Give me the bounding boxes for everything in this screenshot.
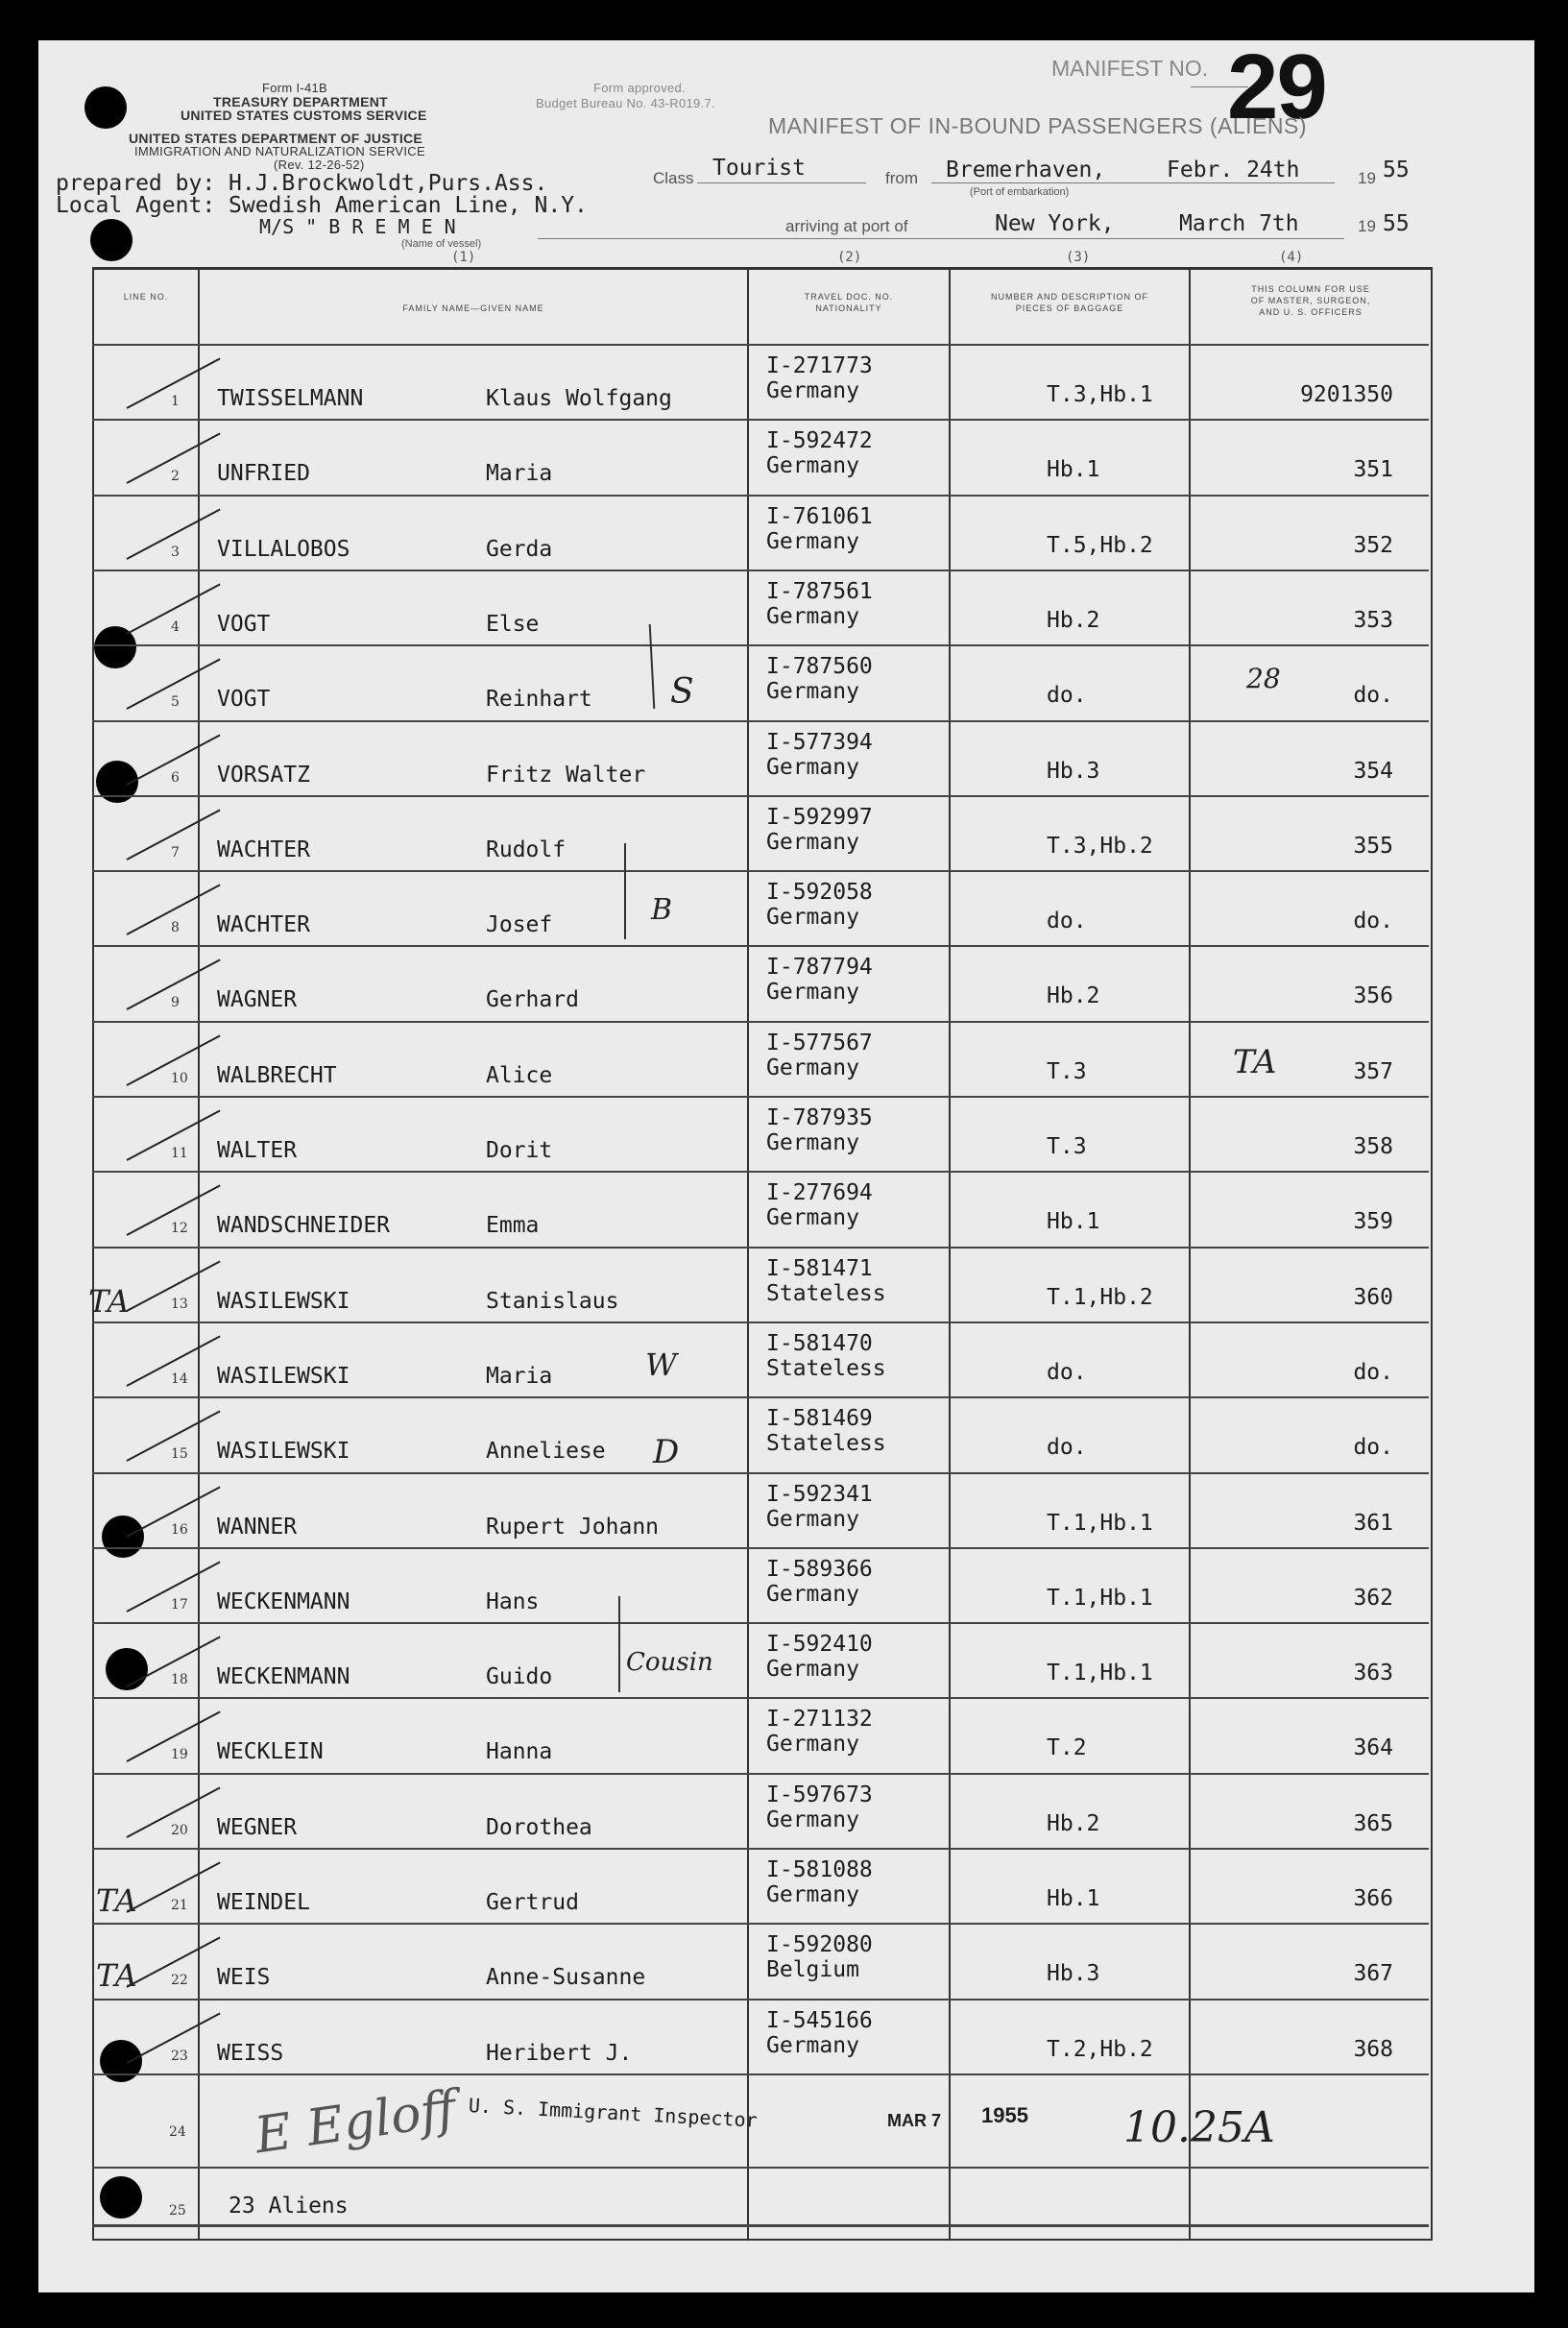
official-number: do. bbox=[1353, 1435, 1393, 1461]
rev-label: (Rev. 12-26-52) bbox=[274, 158, 365, 172]
official-number: 360 bbox=[1353, 1284, 1393, 1310]
from-underline bbox=[931, 182, 1335, 183]
travel-doc-no: I-581470 bbox=[766, 1330, 873, 1356]
given-name: Josef bbox=[486, 912, 553, 938]
travel-doc-no: I-277694 bbox=[766, 1180, 873, 1206]
class-label: Class bbox=[653, 169, 694, 187]
nationality: Stateless bbox=[766, 1355, 886, 1381]
table-row bbox=[0, 2001, 1568, 2076]
official-number: do. bbox=[1353, 909, 1393, 934]
official-number: 355 bbox=[1353, 833, 1393, 859]
line-number: 23 bbox=[171, 2048, 188, 2064]
from-year-prefix: 19 bbox=[1358, 169, 1376, 187]
treasury-dept: TREASURY DEPARTMENT bbox=[213, 94, 389, 109]
col-head-travel-doc-1: TRAVEL DOC. NO. bbox=[804, 292, 894, 302]
travel-doc-no: I-592341 bbox=[766, 1481, 873, 1507]
family-name: WASILEWSKI bbox=[217, 1439, 350, 1465]
travel-doc-no: I-577394 bbox=[766, 729, 873, 755]
arriving-label: arriving at port of bbox=[785, 217, 908, 235]
line-number: 18 bbox=[171, 1672, 188, 1688]
line-number: 4 bbox=[171, 618, 180, 635]
official-number: 354 bbox=[1353, 758, 1393, 784]
baggage: Hb.3 bbox=[1047, 1961, 1100, 1987]
family-name: WACHTER bbox=[217, 912, 310, 938]
note-cousin: Cousin bbox=[626, 1648, 713, 1677]
travel-doc-no: I-592080 bbox=[766, 1932, 873, 1958]
col-head-name: FAMILY NAME—GIVEN NAME bbox=[402, 303, 544, 313]
line-number: 24 bbox=[169, 2124, 186, 2140]
table-row bbox=[0, 1323, 1568, 1399]
row-line bbox=[92, 2073, 1429, 2075]
travel-doc-no: I-787794 bbox=[766, 955, 873, 981]
punch-hole bbox=[90, 219, 133, 261]
travel-doc-no: I-581088 bbox=[766, 1857, 873, 1882]
given-name: Maria bbox=[486, 461, 553, 487]
table-row bbox=[0, 722, 1568, 798]
line-number: 6 bbox=[171, 769, 180, 786]
form-number: Form I-41B bbox=[262, 81, 328, 95]
travel-doc-no: I-592058 bbox=[766, 880, 873, 906]
line-number: 5 bbox=[171, 694, 180, 711]
prepared-by: prepared by: H.J.Brockwoldt,Purs.Ass. bbox=[56, 171, 548, 196]
arriving-year-prefix: 19 bbox=[1358, 217, 1376, 235]
baggage: Hb.2 bbox=[1047, 607, 1100, 633]
line-number: 19 bbox=[171, 1747, 188, 1763]
manifest-number: 29 bbox=[1227, 36, 1326, 138]
travel-doc-no: I-597673 bbox=[766, 1782, 873, 1807]
given-name: Dorit bbox=[486, 1138, 553, 1163]
given-name: Maria bbox=[486, 1363, 553, 1389]
table-row bbox=[0, 421, 1568, 497]
baggage: do. bbox=[1047, 683, 1087, 709]
given-name: Anne-Susanne bbox=[486, 1965, 646, 1991]
official-number: 359 bbox=[1353, 1209, 1393, 1235]
travel-doc-no: I-592410 bbox=[766, 1632, 873, 1658]
given-name: Rupert Johann bbox=[486, 1514, 660, 1540]
table-row bbox=[0, 1775, 1568, 1851]
given-name: Dorothea bbox=[486, 1814, 592, 1840]
baggage: do. bbox=[1047, 1435, 1087, 1461]
given-name: Anneliese bbox=[486, 1439, 606, 1465]
doj-label: UNITED STATES DEPARTMENT OF JUSTICE bbox=[129, 131, 423, 146]
line-number: 3 bbox=[171, 544, 180, 560]
line-number: 20 bbox=[171, 1822, 188, 1838]
official-number: 357 bbox=[1353, 1058, 1393, 1084]
table-row bbox=[0, 1699, 1568, 1775]
baggage: T.1,Hb.1 bbox=[1047, 1661, 1153, 1686]
aliens-summary: 23 Aliens bbox=[229, 2194, 349, 2219]
given-name: Klaus Wolfgang bbox=[486, 386, 672, 411]
line-number: 25 bbox=[169, 2203, 186, 2219]
vessel-name: M/S " B R E M E N bbox=[259, 215, 456, 238]
family-name: WANNER bbox=[217, 1514, 298, 1540]
family-name: VILLALOBOS bbox=[217, 536, 350, 562]
family-name: WANDSCHNEIDER bbox=[217, 1213, 391, 1239]
margin-ta: TA bbox=[96, 1882, 137, 1919]
given-name: Emma bbox=[486, 1213, 540, 1239]
note-w: W bbox=[645, 1346, 677, 1383]
nationality: Germany bbox=[766, 1581, 859, 1607]
travel-doc-no: I-545166 bbox=[766, 2007, 873, 2033]
from-year: 55 bbox=[1383, 158, 1410, 182]
travel-doc-no: I-581469 bbox=[766, 1406, 873, 1432]
official-number: 9201350 bbox=[1300, 382, 1393, 407]
table-row bbox=[0, 1249, 1568, 1324]
note-28: 28 bbox=[1246, 663, 1281, 694]
line-number: 8 bbox=[171, 920, 180, 936]
arriving-year: 55 bbox=[1383, 211, 1410, 236]
official-number: 363 bbox=[1353, 1661, 1393, 1686]
line-number: 22 bbox=[171, 1973, 188, 1989]
table-row bbox=[0, 1023, 1568, 1099]
class-value: Tourist bbox=[712, 156, 806, 181]
family-name: WECKENMANN bbox=[217, 1588, 350, 1614]
given-name: Guido bbox=[486, 1664, 553, 1690]
local-agent: Local Agent: Swedish American Line, N.Y. bbox=[56, 193, 588, 218]
class-underline bbox=[697, 182, 866, 183]
travel-doc-no: I-271132 bbox=[766, 1707, 873, 1733]
from-date: Febr. 24th bbox=[1167, 158, 1300, 182]
col-head-officials-2: OF MASTER, SURGEON, bbox=[1250, 296, 1371, 305]
travel-doc-no: I-787561 bbox=[766, 578, 873, 604]
baggage: Hb.1 bbox=[1047, 1886, 1100, 1911]
official-number: 367 bbox=[1353, 1961, 1393, 1987]
note-d: D bbox=[653, 1433, 680, 1471]
margin-ta: TA bbox=[96, 1957, 137, 1994]
col-head-baggage-1: NUMBER AND DESCRIPTION OF bbox=[990, 292, 1148, 302]
baggage: do. bbox=[1047, 1359, 1087, 1385]
baggage: T.1,Hb.1 bbox=[1047, 1510, 1153, 1536]
travel-doc-no: I-581471 bbox=[766, 1255, 873, 1281]
table-row bbox=[0, 1925, 1568, 2001]
official-number: 361 bbox=[1353, 1510, 1393, 1536]
bracket-line bbox=[618, 1596, 620, 1692]
nationality: Germany bbox=[766, 905, 859, 931]
family-name: WALTER bbox=[217, 1138, 298, 1163]
family-name: TWISSELMANN bbox=[217, 386, 364, 411]
col-head-baggage-2: PIECES OF BAGGAGE bbox=[1015, 303, 1124, 313]
ins-label: IMMIGRATION AND NATURALIZATION SERVICE bbox=[134, 144, 425, 158]
travel-doc-no: I-787935 bbox=[766, 1105, 873, 1130]
customs-service: UNITED STATES CUSTOMS SERVICE bbox=[181, 108, 427, 123]
budget-bureau: Budget Bureau No. 43-R019.7. bbox=[536, 96, 715, 110]
line-number: 13 bbox=[171, 1296, 188, 1312]
family-name: WALBRECHT bbox=[217, 1062, 337, 1088]
travel-doc-no: I-577567 bbox=[766, 1030, 873, 1055]
baggage: Hb.2 bbox=[1047, 983, 1100, 1009]
baggage: Hb.1 bbox=[1047, 1209, 1100, 1235]
nationality: Germany bbox=[766, 453, 859, 479]
line-number: 15 bbox=[171, 1446, 188, 1463]
embark-label: (Port of embarkation) bbox=[970, 186, 1070, 198]
baggage: T.3 bbox=[1047, 1134, 1087, 1159]
official-number: 353 bbox=[1353, 607, 1393, 633]
given-name: Gerhard bbox=[486, 987, 579, 1013]
nationality: Germany bbox=[766, 980, 859, 1006]
table-row bbox=[0, 797, 1568, 873]
family-name: VOGT bbox=[217, 611, 271, 637]
nationality: Stateless bbox=[766, 1431, 886, 1457]
travel-doc-no: I-271773 bbox=[766, 353, 873, 378]
family-name: VORSATZ bbox=[217, 762, 310, 788]
official-number: do. bbox=[1353, 683, 1393, 709]
table-row bbox=[0, 1624, 1568, 1700]
note-s: S bbox=[670, 672, 694, 712]
given-name: Rudolf bbox=[486, 837, 567, 862]
row-line bbox=[92, 2167, 1429, 2169]
baggage: T.2 bbox=[1047, 1735, 1087, 1761]
official-number: 356 bbox=[1353, 983, 1393, 1009]
official-number: 364 bbox=[1353, 1735, 1393, 1761]
family-name: WEISS bbox=[217, 2040, 284, 2066]
nationality: Germany bbox=[766, 1130, 859, 1155]
given-name: Fritz Walter bbox=[486, 762, 646, 788]
nationality: Germany bbox=[766, 1506, 859, 1532]
table-row bbox=[0, 947, 1568, 1023]
line-number: 2 bbox=[171, 469, 180, 485]
baggage: T.3,Hb.2 bbox=[1047, 833, 1153, 859]
nationality: Germany bbox=[766, 1882, 859, 1907]
nationality: Germany bbox=[766, 1807, 859, 1832]
official-number: 366 bbox=[1353, 1886, 1393, 1911]
nationality: Germany bbox=[766, 603, 859, 629]
table-row bbox=[0, 1549, 1568, 1625]
travel-doc-no: I-787560 bbox=[766, 654, 873, 680]
official-number: do. bbox=[1353, 1359, 1393, 1385]
nationality: Germany bbox=[766, 1055, 859, 1080]
official-number: 362 bbox=[1353, 1585, 1393, 1611]
margin-ta: TA bbox=[88, 1283, 130, 1320]
stamp-date: MAR 7 bbox=[887, 2111, 942, 2130]
baggage: T.2,Hb.2 bbox=[1047, 2036, 1153, 2062]
family-name: WEINDEL bbox=[217, 1890, 310, 1915]
note-ta: TA bbox=[1233, 1043, 1277, 1081]
travel-doc-no: I-592997 bbox=[766, 804, 873, 830]
given-name: Heribert J. bbox=[486, 2040, 633, 2066]
line-number: 16 bbox=[171, 1521, 188, 1538]
table-row bbox=[0, 646, 1568, 722]
line-number: 17 bbox=[171, 1596, 188, 1613]
line-number: 12 bbox=[171, 1221, 188, 1237]
col-head-line-no: LINE NO. bbox=[123, 292, 169, 302]
given-name: Else bbox=[486, 611, 540, 637]
family-name: WASILEWSKI bbox=[217, 1288, 350, 1314]
nationality: Germany bbox=[766, 754, 859, 780]
arriving-date: March 7th bbox=[1179, 211, 1299, 236]
col-head-baggage bbox=[951, 291, 1189, 314]
col-head-travel-doc-2: NATIONALITY bbox=[815, 303, 882, 313]
line-number: 1 bbox=[171, 394, 180, 409]
from-port: Bremerhaven, bbox=[946, 158, 1106, 182]
manifest-title: MANIFEST OF IN-BOUND PASSENGERS (ALIENS) bbox=[768, 113, 1308, 138]
baggage: T.1,Hb.2 bbox=[1047, 1284, 1153, 1310]
given-name: Gerda bbox=[486, 536, 553, 562]
line-number: 10 bbox=[171, 1070, 188, 1086]
line-number: 14 bbox=[171, 1370, 188, 1387]
table-row bbox=[0, 346, 1568, 422]
given-name: Reinhart bbox=[486, 687, 592, 713]
nationality: Germany bbox=[766, 1657, 859, 1683]
nationality: Germany bbox=[766, 1732, 859, 1758]
family-name: UNFRIED bbox=[217, 461, 310, 487]
family-name: WAGNER bbox=[217, 987, 298, 1013]
baggage: Hb.2 bbox=[1047, 1810, 1100, 1836]
col-number-4: (4) bbox=[1279, 250, 1304, 265]
baggage: T.5,Hb.2 bbox=[1047, 532, 1153, 558]
col-head-officials bbox=[1191, 283, 1431, 318]
arriving-underline bbox=[538, 238, 1344, 239]
col-head-officials-1: THIS COLUMN FOR USE bbox=[1251, 284, 1370, 294]
vessel-label: (Name of vessel) bbox=[401, 238, 482, 250]
col-number-1: (1) bbox=[451, 250, 476, 265]
line-number: 9 bbox=[171, 995, 180, 1011]
col-head-travel-doc bbox=[749, 291, 949, 314]
nationality: Germany bbox=[766, 378, 859, 403]
table-row bbox=[0, 1850, 1568, 1926]
official-number: 351 bbox=[1353, 457, 1393, 483]
punch-hole bbox=[84, 86, 127, 129]
family-name: WACHTER bbox=[217, 837, 310, 862]
col-number-2: (2) bbox=[837, 250, 862, 265]
given-name: Alice bbox=[486, 1062, 553, 1088]
baggage: Hb.1 bbox=[1047, 457, 1100, 483]
given-name: Gertrud bbox=[486, 1890, 579, 1915]
table-row bbox=[0, 1098, 1568, 1174]
baggage: T.3,Hb.1 bbox=[1047, 382, 1153, 407]
baggage: T.1,Hb.1 bbox=[1047, 1585, 1153, 1611]
nationality: Germany bbox=[766, 679, 859, 705]
form-approved: Form approved. bbox=[593, 81, 686, 95]
official-number: 352 bbox=[1353, 532, 1393, 558]
table-row bbox=[0, 1474, 1568, 1550]
inspector-label: U. S. Immigrant Inspector bbox=[468, 2094, 759, 2132]
line-number: 7 bbox=[171, 844, 180, 861]
given-name: Hanna bbox=[486, 1739, 553, 1765]
col-number-3: (3) bbox=[1066, 250, 1091, 265]
manifest-no-label: MANIFEST NO. bbox=[1051, 56, 1209, 81]
family-name: WASILEWSKI bbox=[217, 1363, 350, 1389]
table-row bbox=[0, 497, 1568, 572]
nationality: Germany bbox=[766, 1205, 859, 1231]
stamp-year: 1955 bbox=[981, 2103, 1028, 2127]
family-name: WEGNER bbox=[217, 1814, 298, 1840]
stamp-code: 10.25A bbox=[1123, 2103, 1275, 2152]
col-head-officials-3: AND U. S. OFFICERS bbox=[1259, 307, 1363, 317]
official-number: 358 bbox=[1353, 1134, 1393, 1159]
table-row bbox=[0, 1398, 1568, 1474]
from-label: from bbox=[885, 169, 918, 187]
travel-doc-no: I-589366 bbox=[766, 1556, 873, 1582]
table-row bbox=[0, 571, 1568, 647]
family-name: WECKENMANN bbox=[217, 1664, 350, 1690]
table-bottom-line bbox=[92, 2224, 1429, 2227]
table-row bbox=[0, 1173, 1568, 1249]
given-name: Hans bbox=[486, 1588, 540, 1614]
arriving-port: New York, bbox=[995, 211, 1115, 236]
family-name: WECKLEIN bbox=[217, 1739, 324, 1765]
baggage: Hb.3 bbox=[1047, 758, 1100, 784]
family-name: WEIS bbox=[217, 1965, 271, 1991]
nationality: Germany bbox=[766, 829, 859, 855]
nationality: Germany bbox=[766, 2032, 859, 2058]
note-b: B bbox=[651, 893, 673, 927]
family-name: VOGT bbox=[217, 687, 271, 713]
official-number: 368 bbox=[1353, 2036, 1393, 2062]
travel-doc-no: I-761061 bbox=[766, 503, 873, 529]
official-number: 365 bbox=[1353, 1810, 1393, 1836]
inspector-signature: E Egloff bbox=[251, 2079, 460, 2166]
line-number: 11 bbox=[171, 1146, 188, 1161]
bracket-line bbox=[624, 843, 626, 939]
baggage: T.3 bbox=[1047, 1058, 1087, 1084]
nationality: Belgium bbox=[766, 1957, 859, 1983]
given-name: Stanislaus bbox=[486, 1288, 619, 1314]
table-row bbox=[0, 872, 1568, 948]
baggage: do. bbox=[1047, 909, 1087, 934]
travel-doc-no: I-592472 bbox=[766, 428, 873, 454]
nationality: Germany bbox=[766, 528, 859, 554]
line-number: 21 bbox=[171, 1898, 188, 1913]
nationality: Stateless bbox=[766, 1280, 886, 1306]
